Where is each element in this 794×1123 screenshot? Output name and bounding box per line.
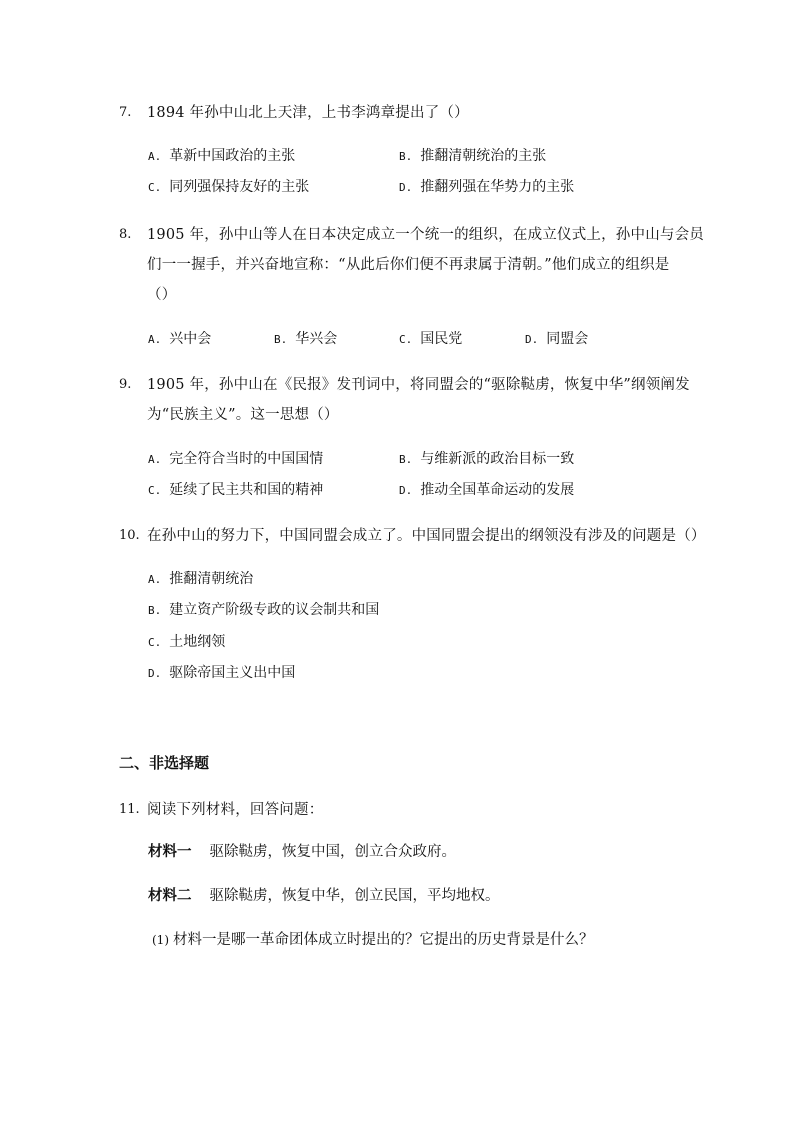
option-b[interactable] — [399, 146, 546, 167]
option-text: 与维新派的政治目标一致 — [420, 451, 575, 467]
question-line: 们一一握手，并兴奋地宣称：“从此后你们便不再隶属于清朝。”他们成立的组织是 — [147, 257, 670, 273]
question-stem — [119, 370, 690, 430]
option-label: B. — [274, 333, 288, 346]
option-label: A. — [148, 453, 162, 466]
option-text: 推翻清朝统治 — [169, 571, 254, 587]
option-b[interactable] — [148, 600, 379, 621]
option-c[interactable] — [399, 329, 462, 350]
question-10 — [119, 521, 706, 551]
option-a[interactable] — [148, 146, 295, 167]
question-number: 8. — [119, 227, 132, 242]
option-text: 建立资产阶级专政的议会制共和国 — [169, 602, 380, 618]
question-number: 9. — [119, 377, 132, 392]
question-line: （） — [147, 287, 177, 303]
option-label: A. — [148, 333, 162, 346]
option-text: 土地纲领 — [169, 634, 226, 650]
option-b[interactable] — [399, 449, 574, 470]
option-label: C. — [148, 636, 162, 649]
question-line: 1905 年，孙中山在《民报》发刊词中，将同盟会的“驱除鞑虏，恢复中华”纲领阐发 — [147, 377, 690, 393]
option-label: D. — [148, 667, 162, 680]
question-stem — [119, 98, 679, 128]
question-line: 1905 年，孙中山等人在日本决定成立一个统一的组织，在成立仪式上，孙中山与会员 — [147, 227, 705, 243]
section-title: 二、非选择题 — [119, 754, 210, 772]
option-d[interactable] — [148, 663, 295, 684]
material-text: 驱除鞑虏，恢复中国，创立合众政府。 — [209, 844, 456, 860]
material-text: 驱除鞑虏，恢复中华，创立民国，平均地权。 — [209, 888, 500, 904]
material-label: 材料二 — [148, 888, 192, 904]
option-text: 华兴会 — [295, 331, 338, 347]
question-stem — [119, 795, 679, 825]
option-label: A. — [148, 573, 162, 586]
option-label: D. — [399, 484, 413, 497]
question-number: 7. — [119, 105, 132, 120]
question-9 — [119, 370, 690, 430]
sub-question-number: (1) — [152, 933, 169, 947]
option-c[interactable] — [148, 480, 323, 501]
option-label: C. — [148, 484, 162, 497]
option-label: A. — [148, 150, 162, 163]
option-text: 延续了民主共和国的精神 — [169, 482, 324, 498]
option-label: B. — [148, 604, 162, 617]
sub-question-text: 材料一是哪一革命团体成立时提出的？它提出的历史背景是什么？ — [173, 932, 594, 948]
option-text: 同列强保持友好的主张 — [169, 179, 310, 195]
option-label: B. — [399, 453, 413, 466]
question-8 — [119, 220, 705, 310]
option-d[interactable] — [525, 329, 588, 350]
option-text: 革新中国政治的主张 — [169, 148, 296, 164]
option-label: C. — [148, 181, 162, 194]
question-stem — [119, 521, 706, 551]
question-number: 11. — [119, 802, 140, 817]
option-a[interactable] — [148, 329, 211, 350]
option-d[interactable] — [399, 480, 574, 501]
option-text: 推翻列强在华势力的主张 — [420, 179, 575, 195]
option-text: 国民党 — [420, 331, 463, 347]
question-line: 阅读下列材料，回答问题： — [147, 802, 324, 818]
option-c[interactable] — [148, 632, 225, 653]
question-line: 为“民族主义”。这一思想（） — [147, 407, 339, 423]
option-d[interactable] — [399, 177, 574, 198]
option-b[interactable] — [274, 329, 337, 350]
question-7 — [119, 98, 679, 128]
material-1 — [148, 842, 456, 862]
option-label: D. — [399, 181, 413, 194]
question-line: 在孙中山的努力下，中国同盟会成立了。中国同盟会提出的纲领没有涉及的问题是（） — [147, 528, 706, 544]
option-a[interactable] — [148, 569, 253, 590]
option-text: 推动全国革命运动的发展 — [420, 482, 575, 498]
option-label: D. — [525, 333, 539, 346]
sub-question-1 — [152, 930, 594, 950]
option-a[interactable] — [148, 449, 323, 470]
question-11 — [119, 795, 679, 825]
question-line: 1894 年孙中山北上天津，上书李鸿章提出了（） — [147, 105, 469, 121]
option-label: B. — [399, 150, 413, 163]
option-label: C. — [399, 333, 413, 346]
option-text: 同盟会 — [546, 331, 589, 347]
option-text: 驱除帝国主义出中国 — [169, 665, 296, 681]
option-text: 兴中会 — [169, 331, 212, 347]
question-number: 10. — [119, 528, 140, 543]
question-stem — [119, 220, 705, 310]
material-label: 材料一 — [148, 844, 192, 860]
option-text: 完全符合当时的中国国情 — [169, 451, 324, 467]
option-text: 推翻清朝统治的主张 — [420, 148, 547, 164]
material-2 — [148, 886, 500, 906]
option-c[interactable] — [148, 177, 309, 198]
